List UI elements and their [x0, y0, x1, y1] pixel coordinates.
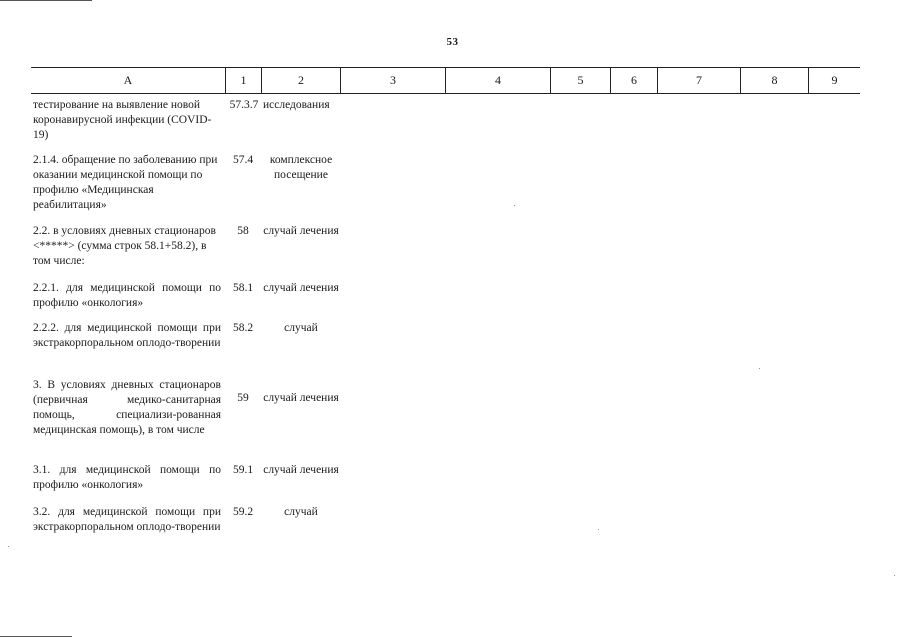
header-col-5: 5	[550, 68, 610, 93]
scan-speck	[8, 546, 9, 547]
header-col-1: 1	[225, 68, 261, 93]
row-description: 2.2. в условиях дневных стационаров <*****> (сумма строк 58.1+58.2), в том числе:	[33, 225, 216, 267]
row-unit: комплексное посещение	[269, 154, 333, 181]
scan-speck	[759, 368, 760, 369]
row-code: 58	[237, 225, 249, 237]
row-code: 59.2	[232, 506, 254, 518]
row-description: тестирование на выявление новой коронавирусной инфекции (COVID-19)	[33, 99, 212, 141]
row-code: 58.1	[232, 282, 254, 294]
row-description: 2.1.4. обращение по заболеванию при оказании медицинской помощи по профилю «Медицинская реабилитация»	[33, 154, 218, 211]
row-code: 59.1	[232, 464, 254, 476]
header-col-2: 2	[261, 68, 340, 93]
header-col-8: 8	[740, 68, 808, 93]
row-unit: случай лечения	[263, 392, 339, 404]
header-col-9: 9	[808, 68, 860, 93]
header-col-7: 7	[657, 68, 740, 93]
row-unit: случай лечения	[263, 225, 339, 237]
row-code: 57.3.7	[229, 99, 259, 111]
header-col-a: А	[123, 73, 133, 87]
scan-edge-mark-top	[0, 0, 92, 1]
row-unit: исследования	[263, 99, 330, 111]
row-unit: случай	[284, 322, 318, 334]
row-code: 57.4	[232, 154, 254, 166]
scan-speck	[514, 205, 515, 206]
page-number: 53	[446, 36, 459, 48]
row-unit: случай	[284, 506, 318, 518]
row-description: 3. В условиях дневных стационаров (первичная медико-санитарная помощь, специализи-рованная медицинская помощь), в том числе	[33, 379, 221, 436]
row-code: 58.2	[232, 322, 254, 334]
row-code: 59	[237, 392, 249, 404]
scan-speck	[894, 575, 895, 576]
row-description: 2.2.2. для медицинской помощи при экстракорпоральном оплодо-творении	[33, 322, 221, 349]
row-description: 2.2.1. для медицинской помощи по профилю «онкология»	[33, 282, 221, 309]
header-col-3: 3	[340, 68, 445, 93]
header-col-6: 6	[610, 68, 657, 93]
scan-speck	[598, 529, 599, 530]
scan-edge-mark-bottom	[0, 636, 72, 637]
row-unit: случай лечения	[263, 464, 339, 476]
row-description: 3.1. для медицинской помощи по профилю «онкология»	[33, 464, 221, 491]
header-col-4: 4	[445, 68, 550, 93]
row-unit: случай лечения	[263, 282, 339, 294]
table-header-row	[31, 67, 860, 94]
row-description: 3.2. для медицинской помощи при экстракорпоральном оплодо-творении	[33, 506, 221, 533]
